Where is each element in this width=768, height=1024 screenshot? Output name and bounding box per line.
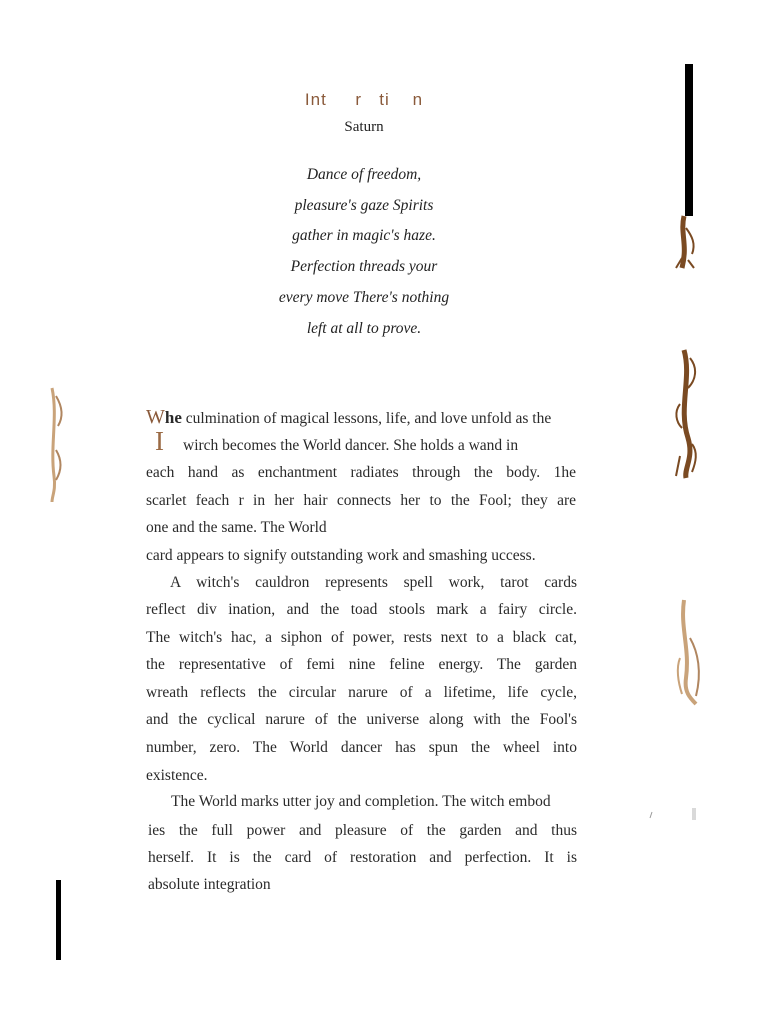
- poem-line: pleasure's gaze Spirits: [294, 196, 434, 214]
- poem-line: left at all to prove.: [306, 319, 422, 337]
- body-line: A witch's cauldron represents spell work, tarot cards: [170, 574, 577, 591]
- vine-ornament-icon: [674, 214, 700, 270]
- body-line: the representative of femi nine feline energy. The garden: [146, 656, 577, 673]
- page-title: Int r ti n: [304, 90, 424, 109]
- drop-cap: W: [146, 406, 165, 428]
- body-first-line: [146, 407, 551, 429]
- left-edge-bar: [56, 880, 61, 960]
- body-line: scarlet feach r in her hair connects her to the Fool; they are: [146, 492, 576, 509]
- vine-ornament-icon: [676, 598, 704, 706]
- page-subtitle: Saturn: [344, 119, 384, 135]
- poem-line: Dance of freedom,: [306, 166, 422, 183]
- body-text: culmination of magical lessons, life, and love unfold as the: [181, 410, 552, 427]
- body-line: herself. It is the card of restoration and perfection. It is: [148, 849, 577, 866]
- poem-line: every move There's nothing: [278, 288, 450, 306]
- body-line: wirch becomes the World dancer. She holds a wand in: [183, 437, 519, 454]
- body-line: The World marks utter joy and completion. The witch embod: [171, 793, 551, 810]
- body-line: each hand as enchantment radiates through the body. 1he: [146, 464, 576, 481]
- body-line: wreath reflects the circular narure of a lifetime, life cycle,: [146, 684, 577, 701]
- poem: [214, 160, 514, 344]
- vine-ornament-icon: [674, 348, 702, 480]
- poem-line: Perfection threads your: [290, 258, 438, 276]
- body-line: absolute integration: [148, 876, 271, 893]
- body-line: card appears to signify outstanding work and smashing uccess.: [146, 547, 536, 564]
- drop-cap-rest: he: [164, 408, 182, 427]
- body-line: reflect div ination, and the toad stools mark a fairy circle.: [146, 601, 577, 618]
- body-line: ies the full power and pleasure of the garden and thus: [148, 822, 577, 839]
- body-line: number, zero. The World dancer has spun the wheel into: [146, 739, 577, 756]
- body-line: and the cyclical narure of the universe along with the Fool's: [146, 711, 577, 728]
- vine-ornament-icon: [648, 806, 700, 822]
- ornamental-initial: I: [155, 426, 164, 456]
- right-edge-bar: [685, 64, 693, 216]
- body-line: The witch's hac, a siphon of power, rests next to a black cat,: [146, 629, 577, 646]
- body-line: one and the same. The World: [146, 519, 327, 536]
- body-line: existence.: [146, 767, 208, 784]
- poem-line: gather in magic's haze.: [292, 227, 436, 245]
- vine-ornament-icon: [48, 386, 70, 504]
